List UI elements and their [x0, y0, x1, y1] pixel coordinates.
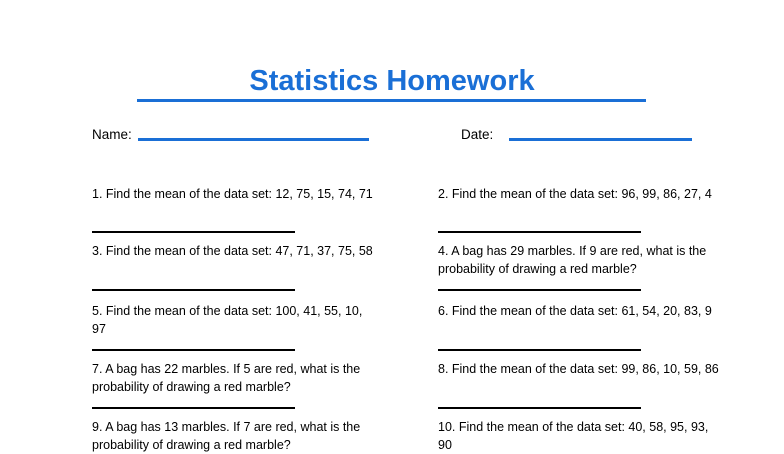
- answer-line-6[interactable]: [438, 349, 641, 351]
- date-label: Date:: [461, 127, 494, 142]
- question-2: 2. Find the mean of the data set: 96, 99, 86, 27, 4: [438, 187, 712, 201]
- answer-line-4[interactable]: [438, 289, 641, 291]
- answer-line-7[interactable]: [92, 407, 295, 409]
- date-field-line[interactable]: [509, 138, 692, 141]
- question-6: 6. Find the mean of the data set: 61, 54, 20, 83, 9: [438, 304, 712, 318]
- question-4: 4. A bag has 29 marbles. If 9 are red, what is the probability of drawing a red marble?: [438, 244, 707, 276]
- answer-line-1[interactable]: [92, 231, 295, 233]
- question-1: 1. Find the mean of the data set: 12, 75, 15, 74, 71: [92, 187, 373, 201]
- question-7: 7. A bag has 22 marbles. If 5 are red, what is the probability of drawing a red marble?: [92, 362, 361, 394]
- title-underline: [137, 99, 646, 102]
- name-label: Name:: [92, 127, 132, 142]
- answer-line-3[interactable]: [92, 289, 295, 291]
- question-5: 5. Find the mean of the data set: 100, 41, 55, 10, 97: [92, 304, 363, 336]
- question-9: 9. A bag has 13 marbles. If 7 are red, what is the probability of drawing a red marble?: [92, 420, 361, 452]
- answer-line-5[interactable]: [92, 349, 295, 351]
- question-8: 8. Find the mean of the data set: 99, 86, 10, 59, 86: [438, 362, 719, 376]
- worksheet-title: Statistics Homework: [249, 65, 535, 97]
- name-field-line[interactable]: [138, 138, 369, 141]
- answer-line-8[interactable]: [438, 407, 641, 409]
- question-10: 10. Find the mean of the data set: 40, 58, 95, 93, 90: [438, 420, 709, 452]
- answer-line-2[interactable]: [438, 231, 641, 233]
- question-3: 3. Find the mean of the data set: 47, 71, 37, 75, 58: [92, 244, 373, 258]
